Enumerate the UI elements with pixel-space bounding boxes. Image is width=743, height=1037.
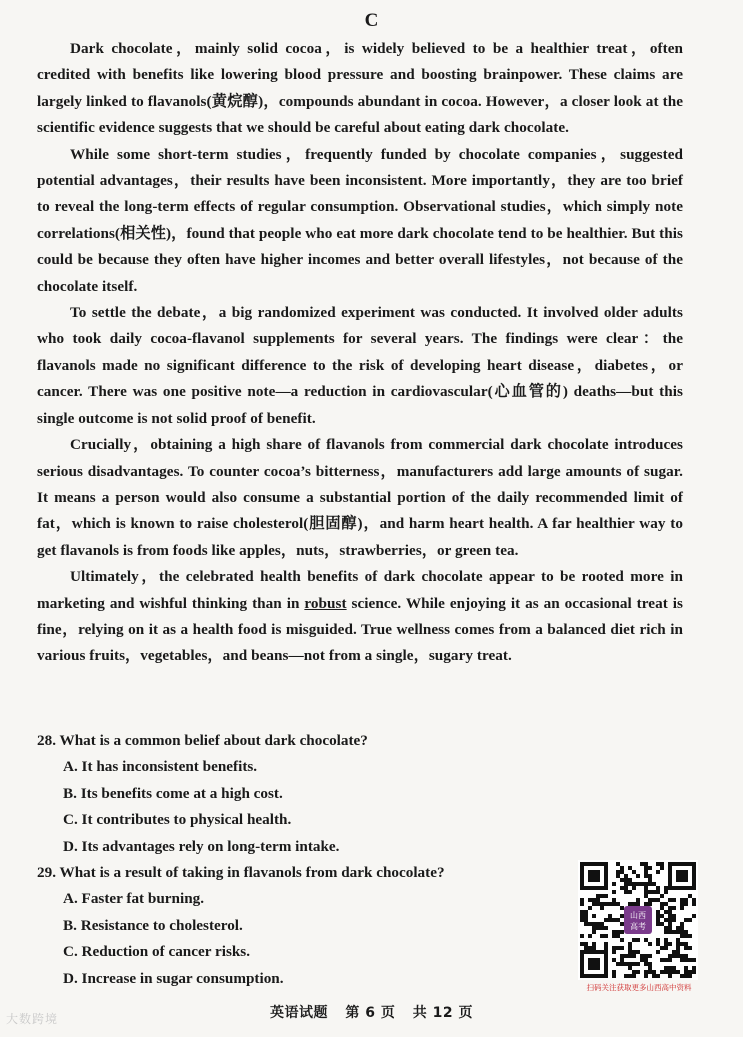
answer-option: B. Its benefits come at a high cost.: [63, 784, 283, 802]
question-28: [37, 728, 577, 860]
reading-passage: [37, 36, 683, 670]
qr-center-label-2: 高考: [630, 922, 646, 931]
answer-option: D. Increase in sugar consumption.: [63, 969, 284, 987]
answer-option: D. Its advantages rely on long-term intake.: [63, 837, 340, 855]
questions-block: [37, 728, 577, 992]
question-stem: 29. What is a result of taking in flavanols from dark chocolate?: [37, 864, 445, 882]
underlined-word-robust: robust: [304, 594, 347, 612]
qr-code-icon[interactable]: [578, 860, 698, 980]
answer-option: B. Resistance to cholesterol.: [63, 916, 243, 934]
paragraph-5: [37, 564, 683, 670]
answer-option: A. It has inconsistent benefits.: [63, 758, 258, 776]
footer-subject: 英语试题: [270, 1005, 328, 1021]
section-letter: C: [364, 10, 379, 31]
question-stem: 28. What is a common belief about dark chocolate?: [37, 732, 368, 749]
qr-center-label-1: 山西: [630, 911, 646, 920]
paragraph-1: Dark chocolate，mainly solid cocoa，is widely believed to be a healthier treat，often credited with benefits like lowering blood pressure and boosting brainpower. These claims are largely linked to flavanols(黄烷醇)，compounds abundant in cocoa. However，a closer look at the scientific evidence suggests that we should be careful about eating dark chocolate.: [37, 40, 683, 137]
page-footer: [0, 1002, 743, 1022]
qr-caption: 扫码关注获取更多山西高中资料: [586, 983, 692, 992]
watermark: 大数跨境: [6, 1012, 59, 1026]
answer-option: A. Faster fat burning.: [63, 890, 205, 908]
paragraph-5-text-a: Ultimately，the celebrated health benefits of dark chocolate appear to be rooted more in marketing and wishful thinking than in: [37, 568, 683, 612]
question-29: [37, 860, 577, 992]
footer-total-pages: 共 12 页: [412, 1005, 473, 1021]
paragraph-4: Crucially，obtaining a high share of flavanols from commercial dark chocolate introduces serious disadvantages. To counter cocoa’s bitterness，manufacturers add large amounts of sugar. It means a person would also consume a substantial portion of the daily recommended limit of fat，which is known to raise cholesterol(胆固醇)，and harm heart health. A far healthier way to get flavanols is from foods like apples，nuts，strawberries，or green tea.: [37, 436, 683, 559]
answer-option: C. It contributes to physical health.: [63, 811, 292, 829]
answer-option: C. Reduction of cancer risks.: [63, 943, 251, 961]
paragraph-5-text-b: science. While enjoying it as an occasional treat is fine，relying on it as a health food is misguided. True wellness comes from a balanced diet rich in various fruits，vegetables，and beans—not from a single，sugary treat.: [37, 594, 683, 665]
footer-page-number: 第 6 页: [345, 1005, 396, 1021]
paragraph-3: To settle the debate，a big randomized experiment was conducted. It involved older adults who took daily cocoa-flavanol supplements for several years. The findings were clear：the flavanols made no significant difference to the risk of developing heart disease，diabetes，or cancer. There was one positive note—a reduction in cardiovascular(心血管的) deaths—but this single outcome is not solid proof of benefit.: [37, 304, 683, 427]
paragraph-2: While some short-term studies，frequently funded by chocolate companies，suggested potential advantages，their results have been inconsistent. More importantly，they are too brief to reveal the long-term effects of regular consumption. Observational studies，which simply note correlations(相关性)，found that people who eat more dark chocolate tend to be healthier. But this could be because they often have higher incomes and better overall lifestyles，not because of the chocolate itself.: [37, 145, 683, 295]
